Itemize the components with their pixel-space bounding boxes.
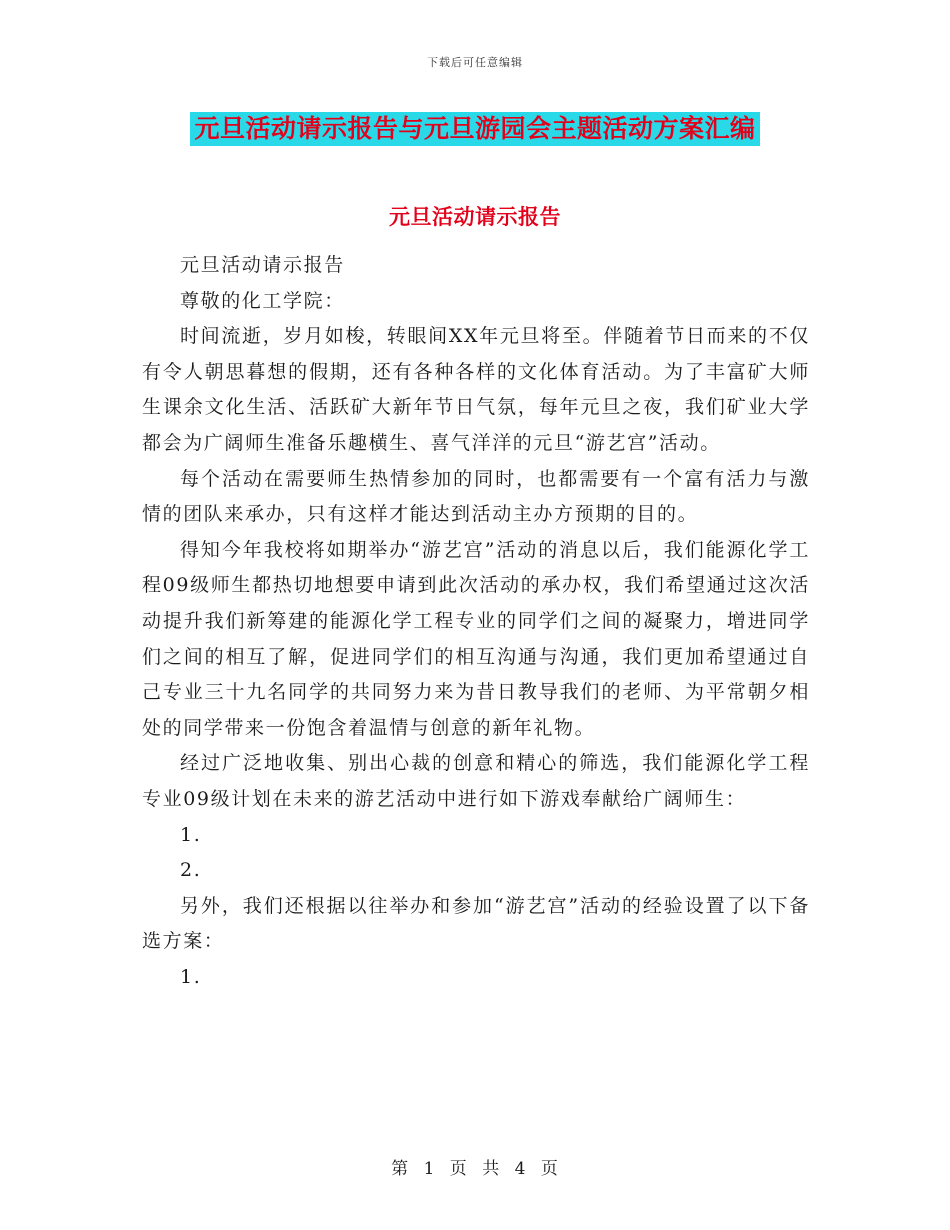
paragraph: 每个活动在需要师生热情参加的同时，也都需要有一个富有活力与激情的团队来承办，只有这样才能达到活动主办方预期的目的。 [142,467,810,526]
list-item: 1. [180,965,202,988]
page-unit: 页 [449,1159,468,1179]
paragraph: 经过广泛地收集、别出心裁的创意和精心的筛选，我们能源化学工程专业09级计划在未来的游艺活动中进行如下游戏奉献给广阔师生： [142,752,810,810]
document-title: 元旦活动请示报告与元旦游园会主题活动方案汇编 [190,112,759,146]
paragraph: 得知今年我校将如期举办“游艺宫”活动的消息以后，我们能源化学工程09级师生都热切地想要申请到此次活动的承办权，我们希望通过这次活动提升我们新筹建的能源化学工程专业的同学们之间的凝聚力，增进同学们之间的相互了解，促进同学们的相互沟通与沟通，我们更加希望通过自己专业三十九名同学的共同努力来为昔日教导我们的老师、为平常朝夕相处的同学带来一份饱含着温情与创意的新年礼物。 [142,538,810,739]
document-body [142,248,810,995]
paragraph: 时间流逝，岁月如梭，转眼间XX年元旦将至。伴随着节日而来的不仅有令人朝思暮想的假期，还有各种各样的文化体育活动。为了丰富矿大师生课余文化生活、活跃矿大新年节日气氛，每年元旦之夜，我们矿业大学都会为广阔师生准备乐趣横生、喜气洋洋的元旦“游艺宫”活动。 [142,325,810,454]
page-label: 第 [391,1159,410,1179]
page-header-note: 下载后可任意编辑 [427,56,523,69]
total-label: 共 [482,1159,501,1179]
paragraph: 元旦活动请示报告 [180,254,345,276]
page-footer [0,1154,950,1179]
page-total: 4 [514,1159,527,1179]
page-number: 1 [423,1159,436,1179]
list-item: 1. [180,823,202,846]
salutation: 尊敬的化工学院： [180,289,345,312]
document-title-container [0,112,950,146]
total-unit: 页 [540,1159,559,1179]
section-title: 元旦活动请示报告 [389,204,561,229]
list-item: 2. [180,859,202,882]
paragraph: 另外，我们还根据以往举办和参加“游艺宫”活动的经验设置了以下备选方案： [142,894,810,953]
